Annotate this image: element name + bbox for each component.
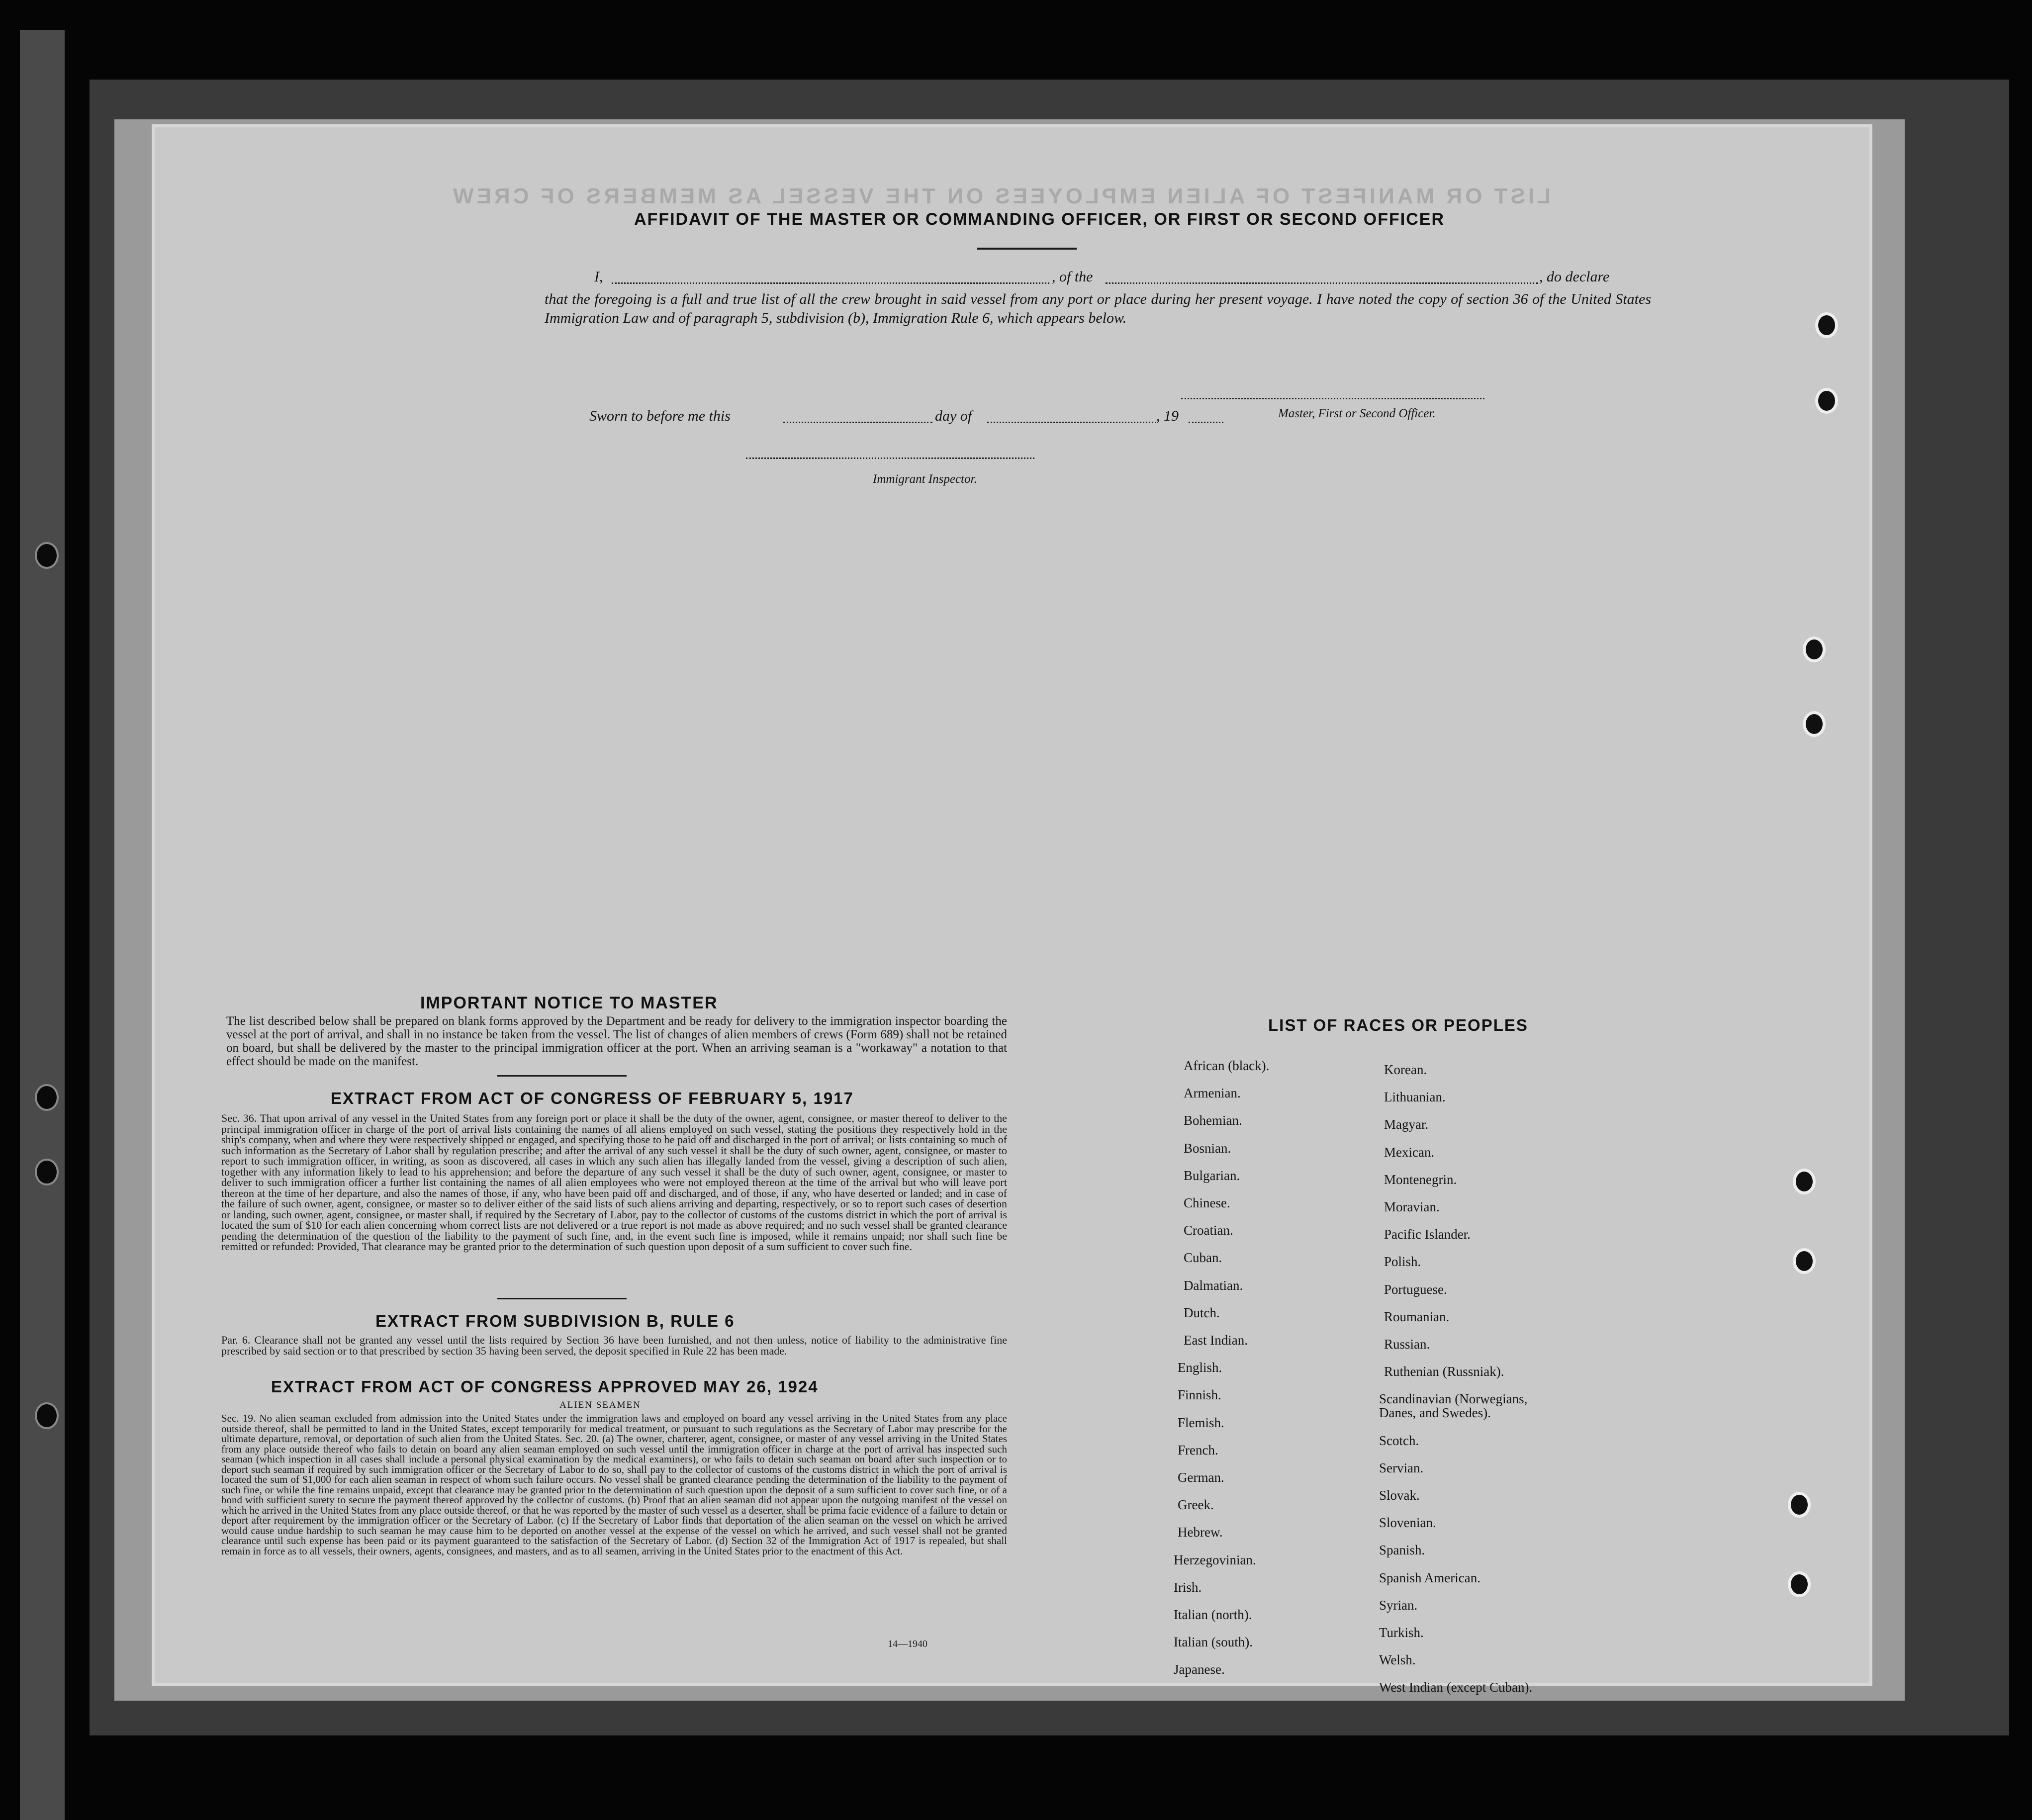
punch-hole [1803,711,1826,737]
punch-hole [1793,1248,1816,1274]
i-label: I, [594,269,603,285]
binder-hole [35,1084,59,1111]
sworn-month-field[interactable] [987,422,1156,423]
race-item: Spanish American. [1379,1570,1480,1585]
inspector-label: Immigrant Inspector. [873,472,977,486]
race-item: Mexican. [1384,1144,1435,1160]
punch-hole [1793,1169,1816,1194]
sworn-day-field[interactable] [783,422,932,423]
race-item: German. [1178,1470,1224,1485]
extract-1924-title: EXTRACT FROM ACT OF CONGRESS APPROVED MAY 26, 1924 [271,1377,819,1396]
extract-1917-title: EXTRACT FROM ACT OF CONGRESS OF FEBRUARY 5, 1917 [331,1089,854,1107]
master-signature-label: Master, First or Second Officer. [1278,407,1436,420]
race-item: Croatian. [1184,1223,1233,1238]
race-item: Syrian. [1379,1597,1418,1613]
vessel-field[interactable] [1106,282,1538,284]
race-item: Turkish. [1379,1625,1424,1640]
race-item: Danes, and Swedes). [1379,1405,1491,1421]
of-the-label: , of the [1052,269,1093,285]
race-item: Hebrew. [1178,1525,1223,1540]
race-item: Bulgarian. [1184,1168,1240,1183]
race-item: Scandinavian (Norwegians, [1379,1391,1528,1407]
inspector-signature-field[interactable] [746,457,1034,459]
binder-hole [35,1402,59,1429]
extract-rule6-title: EXTRACT FROM SUBDIVISION B, RULE 6 [375,1312,735,1330]
race-item: Italian (north). [1174,1607,1252,1622]
title-rule [977,248,1077,250]
race-item: Chinese. [1184,1195,1230,1210]
race-item: Dutch. [1184,1305,1220,1320]
punch-hole [1803,637,1826,662]
race-item: Slovak. [1379,1488,1420,1503]
sworn-label: Sworn to before me this [589,408,731,424]
race-item: Cuban. [1184,1250,1222,1266]
race-item: Herzegovinian. [1174,1552,1256,1567]
race-item: Greek. [1178,1497,1214,1513]
punch-hole [1788,1492,1811,1518]
affidavit-title: AFFIDAVIT OF THE MASTER OR COMMANDING OFFICER, OR FIRST OR SECOND OFFICER [634,210,1445,229]
affidavit-body: that the foregoing is a full and true list of all the crew brought in said vessel from any port or place during her present voyage. I have noted the copy of section 36 of the United States Immigration Law and of paragraph 5, subdivision (b), Immigration Rule 6, which appears below. [545,291,1651,326]
race-item: West Indian (except Cuban). [1379,1680,1533,1695]
extract-1917-text: Sec. 36. That upon arrival of any vessel in the United States from any foreign port or place it shall be the duty of the owner, agent, consignee, or master thereof to deliver to the principal immigration officer in charge of the port of arrival lists containing the names of all aliens employed on such vessel, stating the positions they respectively hold in the ship's company, when and where they were respectively shipped or engaged, and specifying those to be paid off and discharged in the port of arrival; or lists containing so much of such information as the Secretary of Labor shall by regulation prescribe; and after the arrival of any such vessel it shall be the duty of such owner, agent, consignee, or master to report to such immigration officer, in writing, as soon as discovered, all cases in which any such alien has illegally landed from the vessel, giving a description of such alien, together with any information likely to lead to his apprehension; and before the departure of any such vessel it shall be the duty of such owner, agent, consignee, or master to deliver to such immigration officer a further list containing the names of all alien employees who were not employed thereon at the time of the arrival but who will leave port thereon at the time of her departure, and also the names of those, if any, who have been paid off and discharged, and of those, if any, who have deserted or landed; and in case of the failure of such owner, agent, consignee, or master so to deliver either of the said lists of such aliens arriving and departing, respectively, or so to report such cases of desertion or landing, such owner, agent, consignee, or master shall, if required by the Secretary of Labor, pay to the collector of customs of the customs district in which the port of arrival is located the sum of $10 for each alien concerning whom correct lists are not delivered or a true report is not made as above required; and no such vessel shall be granted clearance pending the determination of the question of the liability to the payment of such fine, and, in the event such fine is imposed, while it remains unpaid; nor shall such fine be remitted or refunded: Provided, That clearance may be granted prior to the determination of such question upon deposit of a sum sufficient to cover such fine. [221,1112,1007,1253]
race-item: Irish. [1174,1579,1202,1595]
sworn-year-field[interactable] [1189,422,1223,423]
form-number: 14—1940 [888,1638,927,1649]
race-item: French. [1178,1442,1218,1457]
notice-text: The list described below shall be prepared on blank forms approved by the Department and be ready for delivery to the immigration inspector boarding the vessel at the port of arrival, and shall in no instance be taken from the vessel. The list of changes of alien members of crews (Form 689) shall not be retained on board, but shall be delivered by the master to the principal immigration officer at the port. When an arriving seaman is a "workaway" a notation to that effect should be made on the manifest. [226,1014,1007,1068]
extract-rule6-text: Par. 6. Clearance shall not be granted any vessel until the lists required by Section 36 have been furnished, and not then unless, notice of liability to the administrative fine prescribed by said section or to that prescribed by section 35 having been served, the deposit specified in Rule 22 has been made. [221,1334,1007,1357]
extract-1924-subtitle: ALIEN SEAMEN [559,1400,641,1410]
notice-title: IMPORTANT NOTICE TO MASTER [420,994,718,1012]
race-item: Italian (south). [1174,1635,1253,1650]
race-item: Armenian. [1184,1086,1241,1101]
binder-strip [20,30,65,1820]
race-item: Montenegrin. [1384,1172,1457,1187]
race-item: Slovenian. [1379,1515,1436,1531]
punch-hole [1788,1571,1811,1597]
race-item: Servian. [1379,1460,1424,1475]
name-field[interactable] [612,282,1049,284]
day-of-label: day of [935,408,972,424]
binder-hole [35,542,59,569]
race-item: Dalmatian. [1184,1277,1243,1293]
race-item: Finnish. [1178,1387,1221,1403]
race-item: Russian. [1384,1337,1430,1352]
race-item: Roumanian. [1384,1309,1450,1324]
race-item: East Indian. [1184,1333,1248,1348]
race-item: Portuguese. [1384,1281,1447,1297]
race-item: Pacific Islander. [1384,1227,1471,1242]
race-item: Polish. [1384,1254,1421,1270]
race-item: Scotch. [1379,1433,1419,1448]
section-rule [497,1075,627,1077]
race-item: Flemish. [1178,1415,1224,1430]
race-item: Bohemian. [1184,1113,1242,1128]
affidavit-page [152,124,1872,1695]
race-item: Moravian. [1384,1199,1440,1214]
race-item: Welsh. [1379,1652,1416,1668]
race-item: Japanese. [1174,1662,1225,1677]
punch-hole [1815,312,1838,338]
race-item: Spanish. [1379,1543,1425,1558]
race-item: English. [1178,1360,1222,1375]
race-item: Bosnian. [1184,1140,1231,1156]
race-item: Magyar. [1384,1117,1429,1132]
punch-hole [1815,388,1838,414]
race-item: Korean. [1384,1062,1427,1077]
race-item: Lithuanian. [1384,1090,1446,1105]
binder-hole [35,1159,59,1185]
extract-1924-text: Sec. 19. No alien seaman excluded from admission into the United States under the immigration laws and employed on board any vessel arriving in the United States from any place outside thereof, shall be permitted to land in the United States, except temporarily for medical treatment, or pursuant to such regulations as the Secretary of Labor may prescribe for the ultimate departure, removal, or deportation of such alien from the United States. Sec. 20. (a) The owner, charterer, agent, consignee, or master of any vessel arriving in the United States from any place outside thereof who fails to detain on board any alien seaman employed on such vessel until the immigration officer in charge at the port of arrival has inspected such seaman (which inspection in all cases shall include a personal physical examination by the medical examiners), or who fails to detain such seaman on board after such inspection or to deport such seaman if required by such immigration officer or the Secretary of Labor to do so, shall pay to the collector of customs of the customs district in which the port of arrival is located the sum of $1,000 for each alien seaman in respect of whom such failure occurs. No vessel shall be granted clearance pending the determination of the liability to the payment of such fine, or while the fine remains unpaid, except that clearance may be granted prior to the determination of such question upon the deposit of a sum sufficient to cover such fine, or of a bond with sufficient surety to secure the payment thereof approved by the collector of customs. (b) Proof that an alien seaman did not appear upon the outgoing manifest of the vessel on which he arrived in the United States from any place outside thereof, or that he was reported by the master of such vessel as a deserter, shall be prima facie evidence of a failure to detain or deport after requirement by the immigration officer or the Secretary of Labor. (c) If the Secretary of Labor finds that deportation of the alien seaman on the vessel on which he arrived would cause undue hardship to such seaman he may cause him to be deported on another vessel at the expense of the vessel on which he arrived, and such vessel shall not be granted clearance until such expense has been paid or its payment guaranteed to the satisfaction of the Secretary of Labor. (d) Section 32 of the Immigration Act of 1917 is repealed, but shall remain in force as to all vessels, their owners, agents, consignees, and masters, and as to all seamen, arriving in the United States prior to the enactment of this Act. [221,1412,1007,1557]
year-label: , 19 [1156,408,1179,424]
races-title: LIST OF RACES OR PEOPLES [1268,1016,1528,1034]
race-item: African (black). [1184,1058,1270,1073]
section-rule [497,1298,627,1299]
bleed-through-title: LIST OR MANIFEST OF ALIEN EMPLOYEES ON THE VESSEL AS MEMBERS OF CREW [450,184,1551,208]
declare-label: , do declare [1539,269,1610,285]
master-signature-field[interactable] [1181,398,1484,399]
race-item: Ruthenian (Russniak). [1384,1364,1504,1379]
